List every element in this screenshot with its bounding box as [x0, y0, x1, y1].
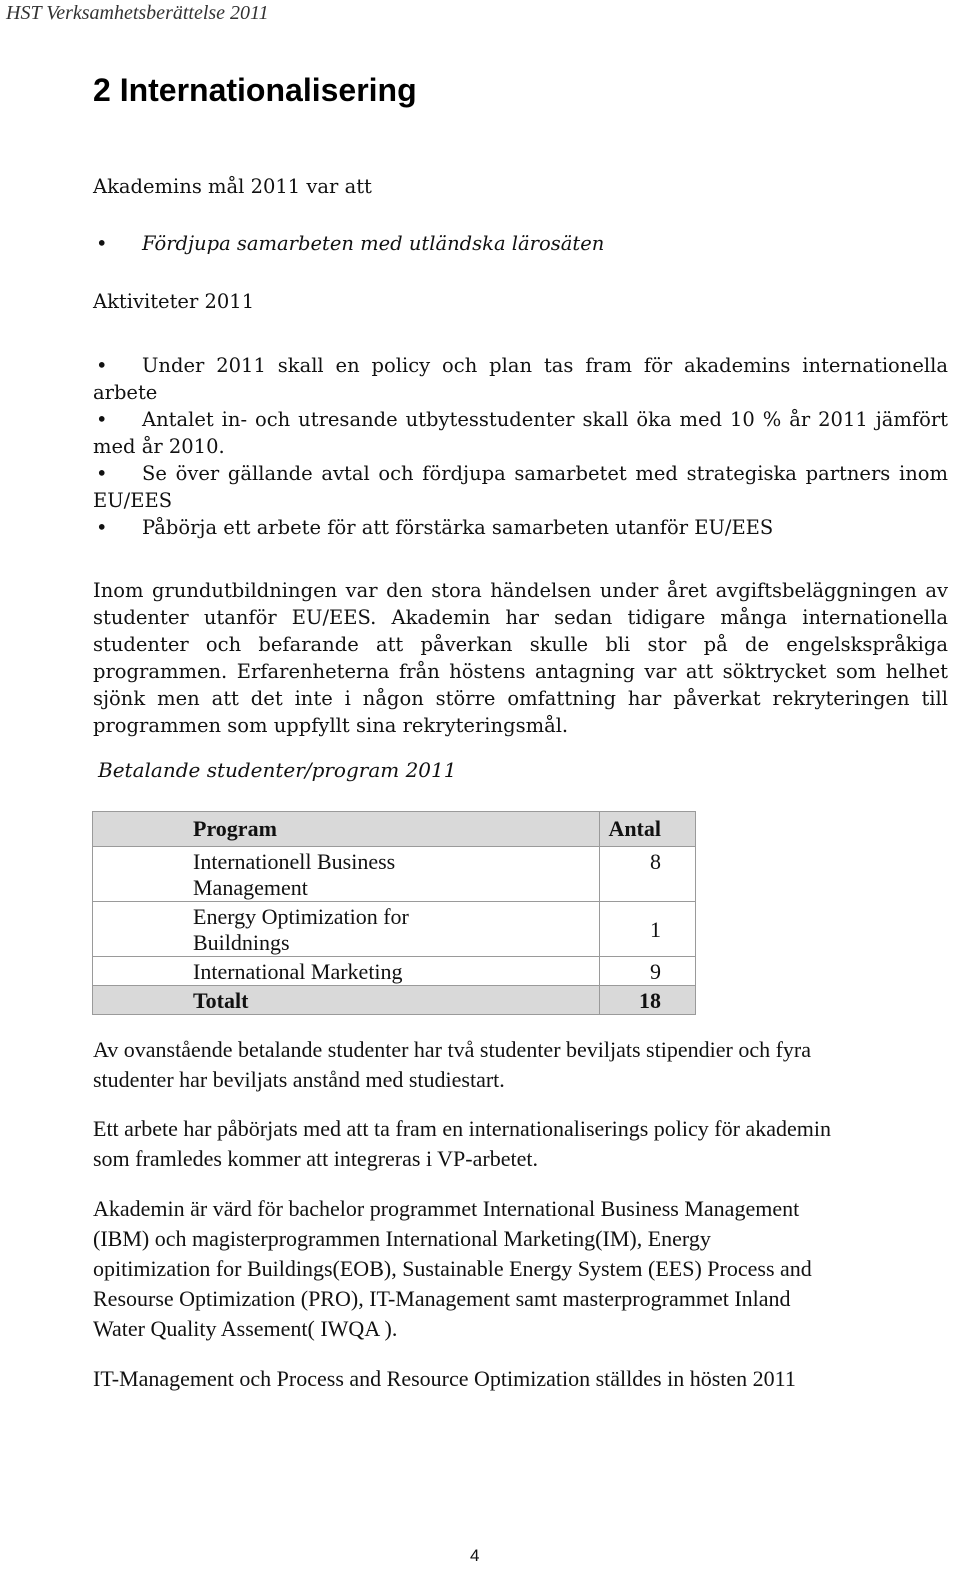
body-line: Inom grundutbildningen var den stora händelsen under året avgiftsbeläggningen av [93, 579, 948, 602]
body-line: sjönk men att det inte i någon större omfattning har påverkat rekryteringen till [93, 687, 948, 710]
body-line: studenter utanför EU/EES. Akademin har sedan tidigare många internationella [93, 606, 948, 629]
program-name-line: Internationell Business [193, 849, 396, 874]
table-row [93, 902, 696, 957]
program-name-line: Energy Optimization for [193, 904, 409, 929]
count-cell: 9 [600, 957, 696, 986]
program-table [92, 811, 696, 1015]
count-cell: 1 [600, 902, 696, 957]
activity-item-line: Se över gällande avtal och fördjupa samarbetet med strategiska partners inom [142, 462, 948, 485]
paragraph-cancelled [93, 1364, 953, 1394]
goals-intro: Akademins mål 2011 var att [93, 175, 372, 198]
body-line: programmen som uppfyllt sina rekryteringsmål. [93, 714, 569, 737]
header-count: Antal [600, 812, 696, 847]
paragraph-line: Ett arbete har påbörjats med att ta fram en internationaliserings policy för akademin [93, 1116, 831, 1141]
paragraph-line: Resourse Optimization (PRO), IT-Management samt masterprogrammet Inland [93, 1286, 791, 1311]
activity-item [93, 352, 948, 406]
paragraph-line: Water Quality Assement( IWQA ). [93, 1316, 398, 1341]
header-program: Program [93, 812, 600, 847]
activity-item [93, 514, 948, 541]
activity-item-line: Under 2011 skall en policy och plan tas fram för akademins internationella [142, 354, 948, 377]
body-paragraph [93, 577, 948, 739]
program-name-line: Buildnings [193, 930, 290, 955]
activity-item [93, 406, 948, 460]
page-number: 4 [470, 1546, 480, 1565]
table-row [93, 847, 696, 902]
activity-item-line: arbete [93, 381, 158, 404]
bullet-icon: • [96, 516, 108, 539]
activities-heading: Aktiviteter 2011 [93, 290, 255, 313]
program-name-line: International Marketing [193, 959, 403, 984]
program-name-line: Management [193, 875, 308, 900]
paragraph-scholarships [93, 1035, 953, 1095]
activity-item-line: Påbörja ett arbete för att förstärka samarbeten utanför EU/EES [142, 516, 774, 539]
bullet-icon: • [96, 408, 108, 431]
bullet-icon: • [96, 232, 108, 255]
body-line: programmen. Erfarenheterna från höstens antagning var att söktrycket som helhet [93, 660, 948, 683]
paragraph-line: IT-Management och Process and Resource Optimization ställdes in hösten 2011 [93, 1366, 796, 1391]
table-total-row [93, 986, 696, 1015]
program-cell [93, 847, 600, 902]
paragraph-line: studenter har beviljats anstånd med studiestart. [93, 1067, 505, 1092]
program-cell [93, 902, 600, 957]
count-cell: 8 [600, 847, 696, 902]
activity-item-line: EU/EES [93, 489, 173, 512]
paragraph-line: opitimization for Buildings(EOB), Sustainable Energy System (EES) Process and [93, 1256, 812, 1281]
goal-item [93, 230, 948, 257]
program-cell [93, 957, 600, 986]
bullet-icon: • [96, 462, 108, 485]
running-header: HST Verksamhetsberättelse 2011 [6, 2, 269, 24]
total-label: Totalt [93, 986, 600, 1015]
paragraph-policy [93, 1114, 953, 1174]
paragraph-line: som framledes kommer att integreras i VP-arbetet. [93, 1146, 538, 1171]
activity-item-line: Antalet in- och utresande utbytesstudenter skall öka med 10 % år 2011 jämfört [142, 408, 948, 431]
bullet-icon: • [96, 354, 108, 377]
paragraph-line: (IBM) och magisterprogrammen International Marketing(IM), Energy [93, 1226, 711, 1251]
table-caption: Betalande studenter/program 2011 [98, 758, 457, 782]
goal-item-text: Fördjupa samarbeten med utländska lärosäten [142, 232, 605, 255]
paragraph-line: Av ovanstående betalande studenter har två studenter beviljats stipendier och fyra [93, 1037, 811, 1062]
total-count: 18 [600, 986, 696, 1015]
page-title: 2 Internationalisering [93, 72, 417, 108]
activity-item-line: med år 2010. [93, 435, 225, 458]
paragraph-programmes [93, 1194, 953, 1344]
table-header-row [93, 812, 696, 847]
table-row [93, 957, 696, 986]
activity-item [93, 460, 948, 514]
paragraph-line: Akademin är värd för bachelor programmet International Business Management [93, 1196, 800, 1221]
body-line: studenter och befarande att påverkan skulle bli stor på de engelskspråkiga [93, 633, 948, 656]
